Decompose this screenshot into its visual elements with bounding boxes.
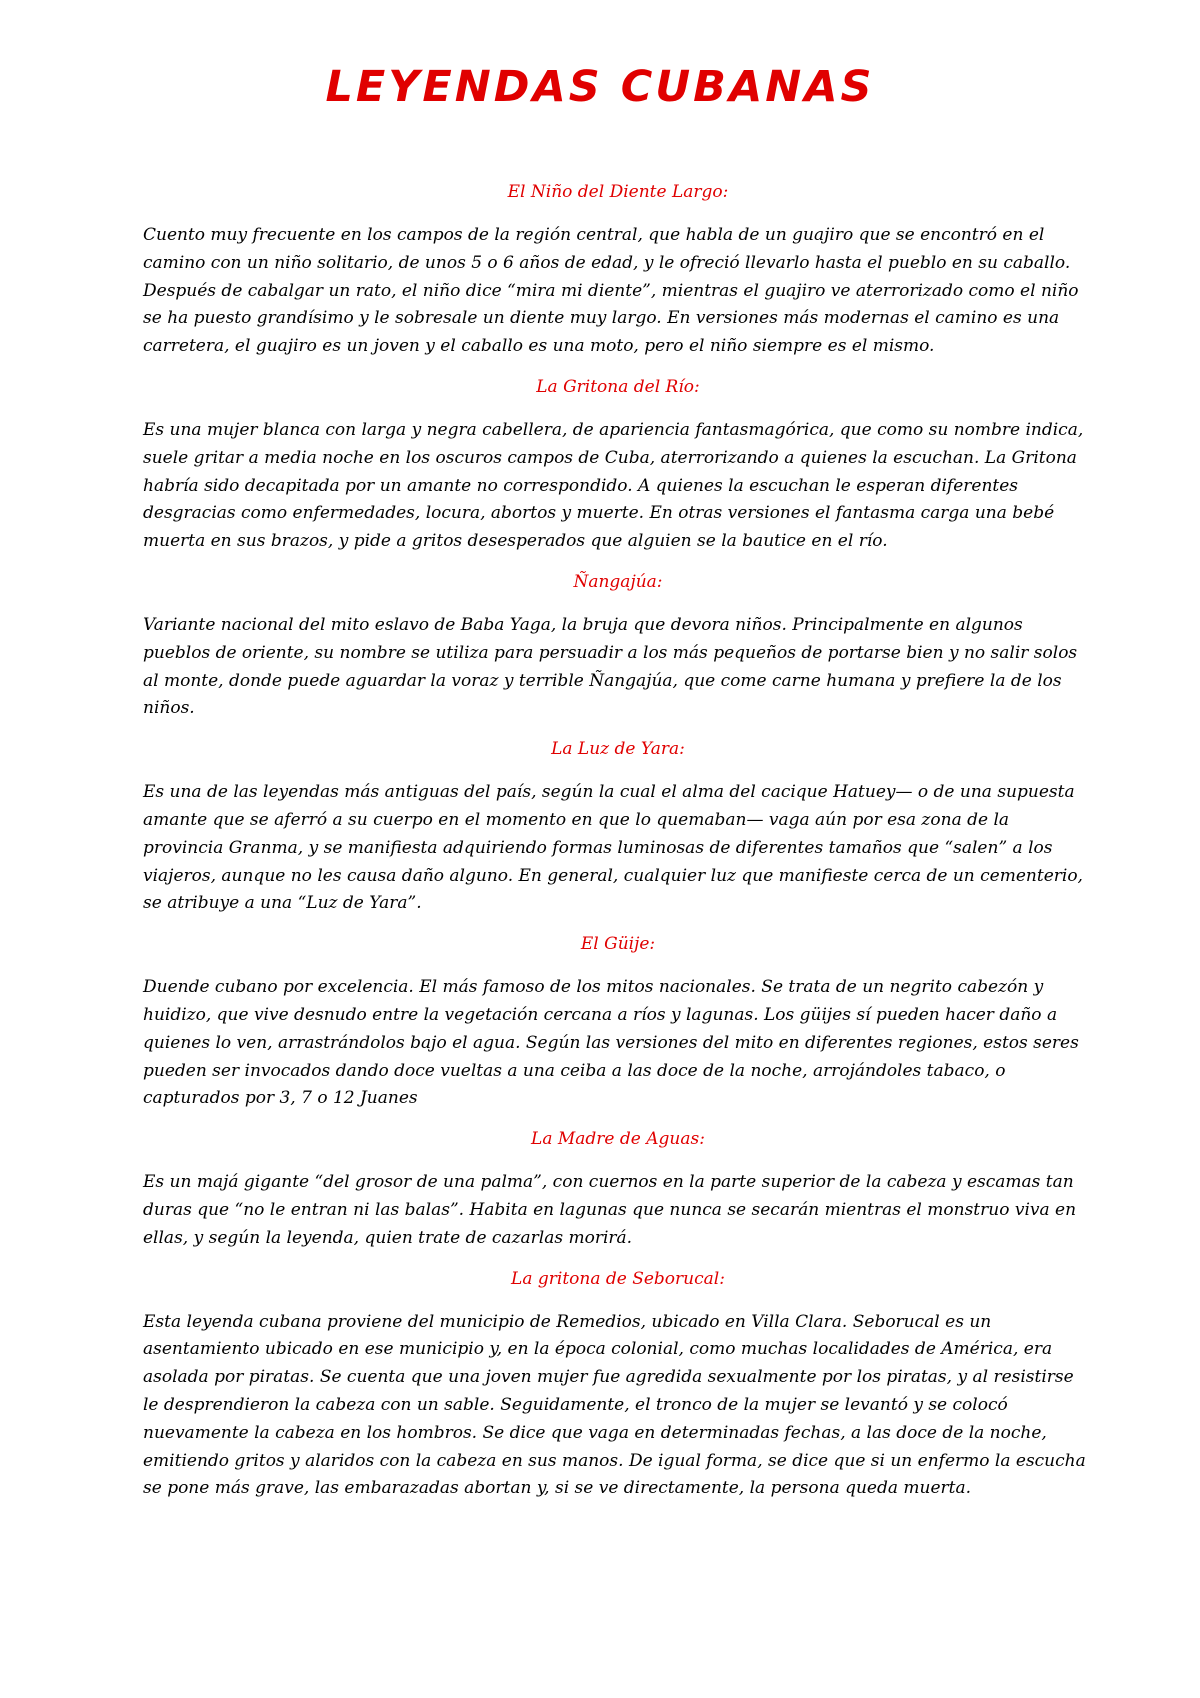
legend-section — [143, 180, 1093, 361]
legend-text: Cuento muy frecuente en los campos de la región central, que habla de un guajiro que se encontró en el camino con un niño solitario, de unos 5 o 6 años de edad, y le ofreció llevarlo hasta el pueblo en su caballo. Después de cabalgar un rato, el niño dice “mira mi diente”, mientras el guajiro ve aterrorizado como el niño se ha puesto grandísimo y le sobresale un diente muy largo. En versiones más modernas el camino es una carretera, el guajiro es un joven y el caballo es una moto, pero el niño siempre es el mismo. — [143, 225, 1079, 357]
legend-text: Es un majá gigante “del grosor de una palma”, con cuernos en la parte superior de la cabeza y escamas tan duras que “no le entran ni las balas”. Habita en lagunas que nunca se secarán mientras el monstruo viva en ellas, y según la leyenda, quien trate de cazarlas morirá. — [143, 1172, 1077, 1248]
legend-heading: La Madre de Aguas: — [531, 1129, 705, 1150]
legend-text: Esta leyenda cubana proviene del municipio de Remedios, ubicado en Villa Clara. Seborucal es un asentamiento ubicado en ese municipio y, en la época colonial, como muchas localidades de América, era asolada por piratas. Se cuenta que una joven mujer fue agredida sexualmente por los piratas, y al resistirse le desprendieron la cabeza con un sable. Seguidamente, el tronco de la mujer se levantó y se colocó nuevamente la cabeza en los hombros. Se dice que vaga en determinadas fechas, a las doce de la noche, emitiendo gritos y alaridos con la cabeza en sus manos. De igual forma, se dice que si un enfermo la escucha se pone más grave, las embarazadas abortan y, si se ve directamente, la persona queda muerta. — [143, 1311, 1086, 1499]
legend-text: Es una de las leyendas más antiguas del país, según la cual el alma del cacique Hatuey— o de una supuesta amante que se aferró a su cuerpo en el momento en que lo quemaban— vaga aún por esa zona de la provincia Granma, y se manifiesta adquiriendo formas luminosas de diferentes tamaños que “salen” a los viajeros, aunque no les causa daño alguno. En general, cualquier luz que manifieste cerca de un cementerio, se atribuye a una “Luz de Yara”. — [143, 782, 1083, 914]
legend-section — [143, 1127, 1093, 1252]
legend-heading: El Güije: — [580, 934, 656, 955]
legend-section — [143, 1267, 1093, 1504]
legend-heading: La gritona de Seborucal: — [511, 1268, 725, 1289]
legend-text: Variante nacional del mito eslavo de Baba Yaga, la bruja que devora niños. Principalmente en algunos pueblos de oriente, su nombre se utiliza para persuadir a los más pequeños de portarse bien y no salir solos al monte, donde puede aguardar la voraz y terrible Ñangajúa, que come carne humana y prefiere la de los niños. — [143, 614, 1078, 719]
legends-list — [143, 180, 1093, 1517]
legend-heading: La Gritona del Río: — [536, 376, 700, 397]
legend-section — [143, 737, 1093, 918]
legend-heading: La Luz de Yara: — [551, 739, 685, 760]
legend-text: Duende cubano por excelencia. El más famoso de los mitos nacionales. Se trata de un negrito cabezón y huidizo, que vive desnudo entre la vegetación cercana a ríos y lagunas. Los güijes sí pueden hacer daño a quienes lo ven, arrastrándolos bajo el agua. Según las versiones del mito en diferentes regiones, estos seres pueden ser invocados dando doce vueltas a una ceiba a las doce de la noche, arrojándoles tabaco, o capturados por 3, 7 o 12 Juanes — [143, 977, 1079, 1109]
legend-heading: Ñangajúa: — [573, 571, 663, 592]
legend-section — [143, 375, 1093, 556]
legend-section — [143, 570, 1093, 723]
legend-section — [143, 932, 1093, 1113]
legend-heading: El Niño del Diente Largo: — [507, 182, 729, 202]
legend-text: Es una mujer blanca con larga y negra cabellera, de apariencia fantasmagórica, que como su nombre indica, suele gritar a media noche en los oscuros campos de Cuba, aterrorizando a quienes la escuchan. La Gritona habría sido decapitada por un amante no correspondido. A quienes la escuchan le esperan diferentes desgracias como enfermedades, locura, abortos y muerte. En otras versiones el fantasma carga una bebé muerta en sus brazos, y pide a gritos desesperados que alguien se la bautice en el río. — [143, 419, 1084, 552]
document-title: LEYENDAS CUBANAS — [325, 62, 875, 112]
